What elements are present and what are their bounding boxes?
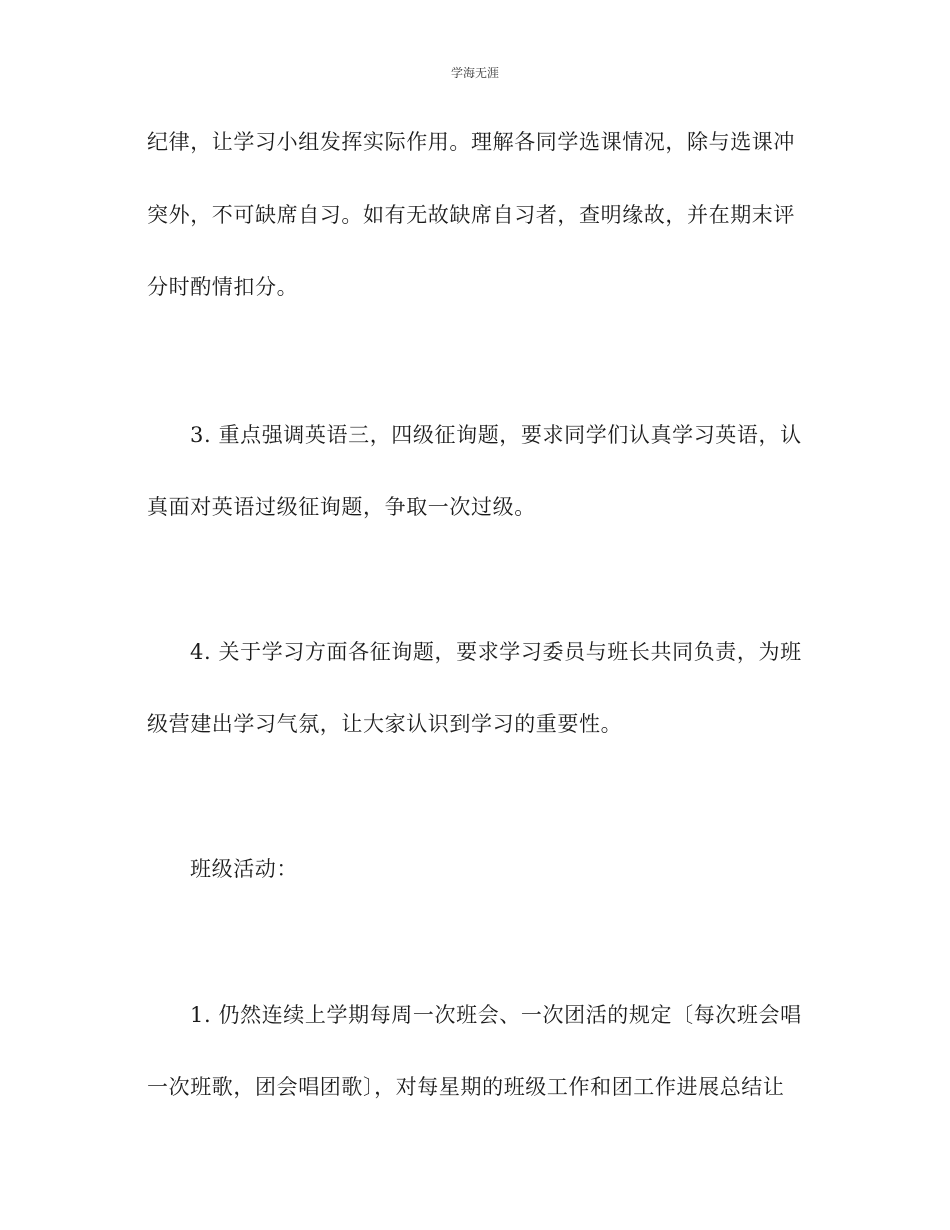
body-text-line: 纪律，让学习小组发挥实际作用。理解各同学选课情况，除与选课冲	[147, 130, 795, 154]
body-text-line: 真面对英语过级征询题，争取一次过级。	[147, 495, 536, 519]
body-text-line: 分时酌情扣分。	[147, 275, 299, 299]
body-text-line: 突外，不可缺席自习。如有无故缺席自习者，查明缘故，并在期末评	[147, 203, 795, 227]
section-heading: 班级活动：	[190, 857, 298, 881]
list-item-4-line: 4. 关于学习方面各征询题，要求学习委员与班长共同负责，为班	[190, 640, 802, 664]
body-text-line: 级营建出学习气氛，让大家认识到学习的重要性。	[147, 712, 623, 736]
page-header: 学海无涯	[450, 66, 499, 80]
list-item-1-line: 1. 仍然连续上学期每周一次班会、一次团活的规定〔每次班会唱	[190, 1003, 802, 1027]
body-text-line: 一次班歌，团会唱团歌〕，对每星期的班级工作和团工作进展总结让	[147, 1075, 785, 1099]
list-item-3-line: 3. 重点强调英语三，四级征询题，要求同学们认真学习英语，认	[190, 423, 802, 447]
